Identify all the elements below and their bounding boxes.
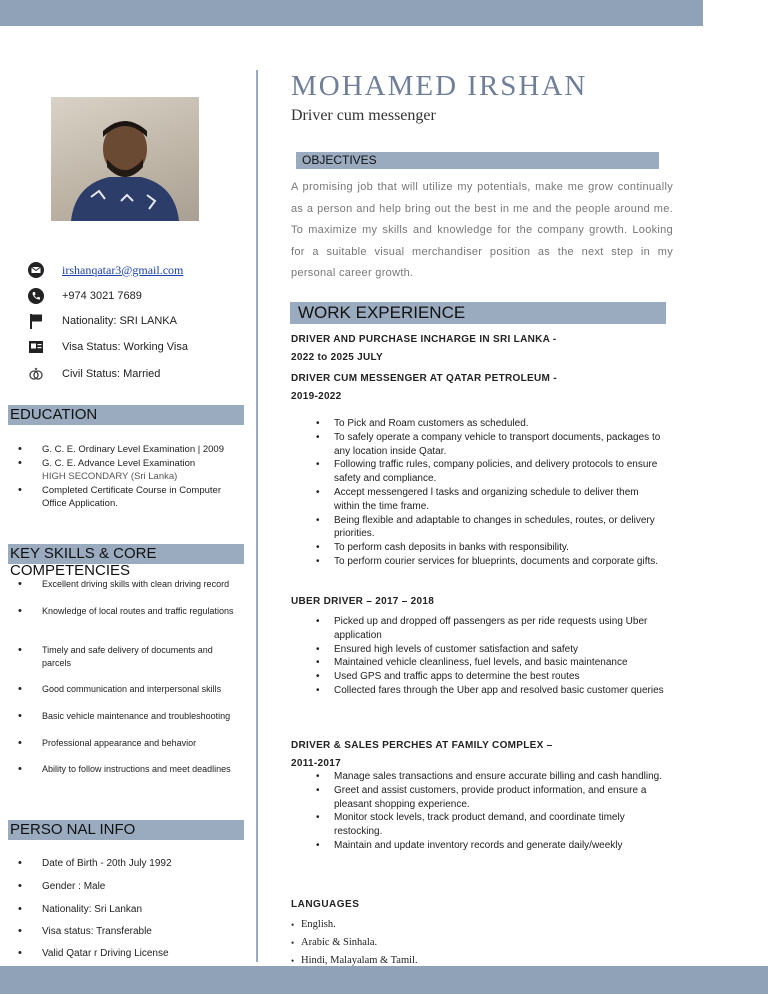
job-period: 2022 to 2025 JULY	[291, 352, 384, 363]
profile-photo	[51, 97, 199, 221]
civil-status-text: Civil Status: Married	[62, 368, 161, 380]
job-1-heading	[291, 331, 557, 367]
contact-phone	[28, 288, 142, 304]
contact-civil	[28, 366, 160, 382]
list-item: • Hindi, Malayalam & Tamil.	[291, 952, 418, 970]
list-item: • Professional appearance and behavior	[18, 737, 238, 750]
column-divider	[256, 70, 258, 962]
list-item: • Nationality: Sri Lankan	[18, 903, 238, 916]
list-item: • Knowledge of local routes and traffic regulations	[18, 605, 238, 618]
education-heading: EDUCATION	[8, 405, 244, 425]
job-period: 2011-2017	[291, 758, 341, 769]
phone-number: +974 3021 7689	[62, 290, 142, 302]
job-2-heading	[291, 370, 557, 406]
list-item: • Greet and assist customers, provide product information, and ensure a pleasant shopping experience.	[316, 784, 666, 812]
envelope-icon	[28, 262, 44, 278]
job-4-duties	[316, 770, 666, 853]
job-subtitle: Driver cum messenger	[291, 107, 436, 124]
list-item: • To perform courier services for blueprints, documents and corporate gifts.	[316, 555, 666, 569]
job-title: DRIVER AND PURCHASE INCHARGE IN SRI LANKA -	[291, 334, 557, 345]
list-item: • G. C. E. Ordinary Level Examination | 2009	[18, 443, 248, 456]
job-2-duties	[316, 417, 666, 569]
job-period: 2019-2022	[291, 391, 342, 402]
job-4-heading	[291, 737, 553, 773]
bottom-banner	[0, 966, 768, 994]
list-item: • Maintained vehicle cleanliness, fuel levels, and basic maintenance	[316, 656, 666, 670]
list-item: • Collected fares through the Uber app and resolved basic customer queries	[316, 684, 666, 698]
job-3-heading	[291, 593, 434, 611]
list-item: • Visa status: Transferable	[18, 925, 238, 938]
objectives-heading: OBJECTIVES	[296, 152, 659, 169]
list-item: • Maintain and update inventory records and generate daily/weekly	[316, 839, 666, 853]
list-item: • Manage sales transactions and ensure accurate billing and cash handling.	[316, 770, 666, 784]
skills-heading: KEY SKILLS & CORE COMPETENCIES	[8, 544, 244, 564]
list-item: • Date of Birth - 20th July 1992	[18, 857, 238, 870]
list-item: • Arabic & Sinhala.	[291, 934, 418, 952]
list-item: • Ability to follow instructions and meet deadlines	[18, 763, 238, 776]
contact-visa	[28, 339, 188, 355]
list-item: • Timely and safe delivery of documents and parcels	[18, 644, 238, 670]
job-title: UBER DRIVER – 2017 – 2018	[291, 596, 435, 607]
personal-heading: PERSO NAL INFO	[8, 820, 244, 840]
list-item: • G. C. E. Advance Level Examination HIGH SECONDARY (Sri Lanka)	[18, 457, 248, 483]
list-item: • Gender : Male	[18, 880, 238, 893]
list-item: • Used GPS and traffic apps to determine the best routes	[316, 670, 666, 684]
email-link[interactable]: irshanqatar3@gmail.com	[62, 262, 184, 277]
list-item: • Good communication and interpersonal skills	[18, 683, 238, 696]
flag-icon	[28, 313, 44, 329]
list-item: • Excellent driving skills with clean driving record	[18, 578, 238, 591]
person-photo-icon	[51, 97, 199, 221]
job-title: DRIVER & SALES PERCHES AT FAMILY COMPLEX –	[291, 740, 553, 751]
candidate-name: MOHAMED IRSHAN	[291, 70, 588, 102]
job-3-duties	[316, 615, 666, 698]
education-list	[18, 443, 248, 511]
list-item: • To Pick and Roam customers as scheduled.	[316, 417, 666, 431]
list-item: • Being flexible and adaptable to changes in schedules, routes, or delivery priorities.	[316, 514, 666, 542]
list-item: • Ensured high levels of customer satisfaction and safety	[316, 643, 666, 657]
list-item: • English.	[291, 916, 418, 934]
top-banner	[0, 0, 703, 26]
list-item: • Completed Certificate Course in Computer Office Application.	[18, 484, 248, 510]
contact-email	[28, 262, 183, 278]
job-title: DRIVER CUM MESSENGER AT QATAR PETROLEUM -	[291, 373, 557, 384]
list-item: • To perform cash deposits in banks with responsibility.	[316, 541, 666, 555]
languages-list	[291, 916, 418, 970]
list-item: • Valid Qatar r Driving License	[18, 947, 238, 960]
visa-text: Visa Status: Working Visa	[62, 341, 188, 353]
list-item: • Monitor stock levels, track product demand, and coordinate timely restocking.	[316, 811, 666, 839]
work-heading: WORK EXPERIENCE	[290, 302, 666, 324]
passport-icon	[28, 339, 44, 355]
nationality-text: Nationality: SRI LANKA	[62, 315, 177, 327]
rings-icon	[28, 366, 44, 382]
contact-nationality	[28, 313, 177, 329]
phone-icon	[28, 288, 44, 304]
list-item: • Following traffic rules, company policies, and delivery protocols to ensure safety and compliance.	[316, 458, 666, 486]
languages-heading: LANGUAGES	[291, 899, 360, 910]
objective-paragraph: A promising job that will utilize my potentials, make me grow continually as a person and help bring out the best in me and the people around me. To maximize my skills and knowledge for the company growth. Looking for a suitable visual merchandiser position as the next step in my personal career growth.	[291, 181, 673, 279]
list-item: • Picked up and dropped off passengers as per ride requests using Uber application	[316, 615, 666, 643]
list-item: • Basic vehicle maintenance and troubleshooting	[18, 710, 238, 723]
list-item: • To safely operate a company vehicle to transport documents, packages to any location inside Qatar.	[316, 431, 666, 459]
list-item: • Accept messengered l tasks and organizing schedule to deliver them within the time frame.	[316, 486, 666, 514]
